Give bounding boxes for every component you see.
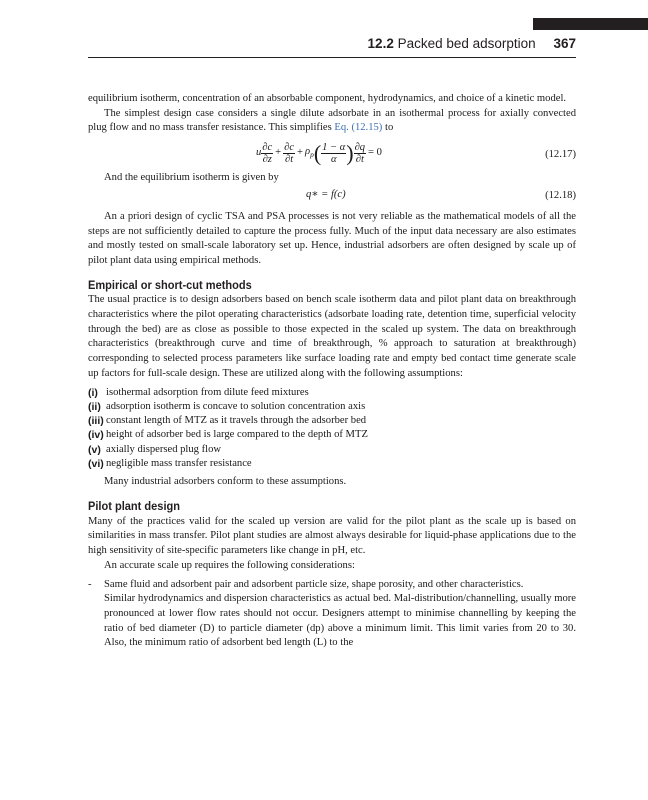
heading-empirical: Empirical or short-cut methods	[88, 277, 252, 292]
paragraph-conform: Many industrial adsorbers conform to these assumptions.	[104, 476, 347, 488]
list-item	[88, 428, 576, 442]
eq-equals: = 0	[368, 147, 382, 159]
paragraph-simplest-design	[88, 107, 576, 136]
eq-plus: +	[297, 147, 303, 159]
page-number: 367	[553, 36, 576, 51]
list-label: (ii)	[88, 400, 101, 413]
rho-subscript: p	[310, 149, 314, 159]
list-text: isothermal adsorption from dilute feed mixtures	[106, 386, 309, 398]
frac-dcdt	[283, 142, 295, 165]
p2-text: The simplest design case considers a single dilute adsorbate in an isothermal process for axially convected plug flow and no mass transfer resistance. This simplifies	[88, 107, 576, 134]
list-label: (iii)	[88, 415, 104, 428]
bullet-text-2: Similar hydrodynamics and dispersion characteristics as actual bed. Mal-distribution/channelling, usually more pronounced at lower flow rates should not occur. Designers attempt to minimise channelling by keeping the ratio of bed diameter (D) to particle diameter (dp) above a minimum limit. This limit varies from 20 to 30. Also, the minimum ratio of adsorbent bed length (L) to the	[104, 593, 576, 649]
header-rule	[88, 57, 576, 58]
frac-den: α	[330, 154, 337, 166]
list-item	[88, 400, 576, 414]
eq-plus: +	[275, 147, 282, 159]
list-item	[88, 457, 576, 471]
list-label: (vi)	[88, 458, 104, 471]
list-text: adsorption isotherm is concave to solution concentration axis	[106, 400, 366, 412]
section-title: Packed bed adsorption	[397, 36, 536, 51]
paragraph-continuation: equilibrium isotherm, concentration of an absorbable component, hydrodynamics, and choice of a kinetic model.	[88, 93, 567, 104]
equation-expression	[256, 142, 384, 165]
list-text: constant length of MTZ as it travels through the adsorber bed	[106, 415, 367, 427]
right-paren: )	[346, 140, 354, 166]
frac-num: ∂c	[262, 142, 273, 154]
paragraph-a-priori: An a priori design of cyclic TSA and PSA processes is not very reliable as the mathematical models of all the steps are not sufficiently detailed to capture the process fully. Much of the input data necessary are also estimates and mostly tested on small-scale laboratory set up. Hence, industrial adsorbers are often designed by scale up of pilot plant data using empirical methods.	[88, 210, 576, 266]
frac-dcdz	[261, 142, 273, 165]
bullet-item	[88, 578, 576, 652]
equation-12-18	[88, 188, 576, 206]
running-head	[368, 36, 576, 51]
page-body	[88, 92, 576, 651]
assumption-list	[88, 386, 576, 472]
frac-dqdt	[354, 142, 366, 165]
bullet-text-1: Same fluid and adsorbent pair and adsorbent particle size, shape porosity, and other characteristics.	[104, 578, 524, 590]
heading-pilot-plant: Pilot plant design	[88, 499, 181, 514]
header-bar	[533, 18, 648, 30]
frac-den: ∂z	[262, 154, 272, 166]
list-text: axially dispersed plug flow	[106, 443, 222, 455]
equation-link[interactable]: Eq. (12.15)	[334, 122, 383, 134]
paragraph-scale-up: An accurate scale up requires the following considerations:	[104, 559, 355, 571]
frac-den: ∂t	[285, 154, 294, 166]
paragraph-pilot-practices: Many of the practices valid for the scaled up version are valid for the pilot plant as the scale up is based on similarities in mass transfer. Pilot plant studies are almost always desirable for liquid-phase applications due to the high sensitivity of site-specific parameters like change in pH, etc.	[88, 515, 576, 557]
bullet-content	[104, 578, 576, 652]
bullet-marker: -	[88, 578, 92, 590]
frac-num: ∂c	[284, 142, 294, 154]
eq-rho	[305, 146, 314, 157]
eq-u: u	[256, 147, 262, 159]
frac-num: 1 − α	[322, 142, 346, 154]
equation-number: (12.18)	[545, 189, 576, 201]
list-label: (i)	[88, 386, 98, 399]
frac-den: ∂t	[355, 154, 364, 166]
list-label: (v)	[88, 443, 101, 456]
list-item	[88, 443, 576, 457]
p2-tail: to	[385, 122, 394, 134]
equation-12-17	[88, 142, 576, 168]
list-text: height of adsorber bed is large compared to the depth of MTZ	[106, 429, 368, 441]
left-paren: (	[313, 140, 322, 166]
frac-alpha	[321, 142, 346, 165]
list-text: negligible mass transfer resistance	[106, 458, 252, 470]
paragraph-isotherm-intro: And the equilibrium isotherm is given by	[104, 172, 279, 184]
equation-expression: q∗ = f(c)	[306, 188, 346, 200]
frac-num: ∂q	[354, 142, 366, 154]
equation-number: (12.17)	[545, 149, 576, 161]
section-number: 12.2	[367, 36, 394, 51]
rho-symbol: ρ	[304, 145, 311, 157]
list-label: (iv)	[88, 429, 104, 442]
paragraph-usual-practice: The usual practice is to design adsorbers based on bench scale isotherm data and pilot plant data on breakthrough characteristics where the pilot operating characteristics (adsorbate loading rate, detention time, superficial velocity through the bed) are as close as possible to those expected in the scaled up system. The data on breakthrough characteristics (breakthrough curve and time of breakthrough, % approach to saturation at breakthrough) corresponding to selected process parameters like surface loading rate and empty bed contact time generate scale up factors for full-scale design. These are utilized along with the following assumptions:	[88, 294, 576, 379]
list-item	[88, 386, 576, 400]
list-item	[88, 414, 576, 428]
